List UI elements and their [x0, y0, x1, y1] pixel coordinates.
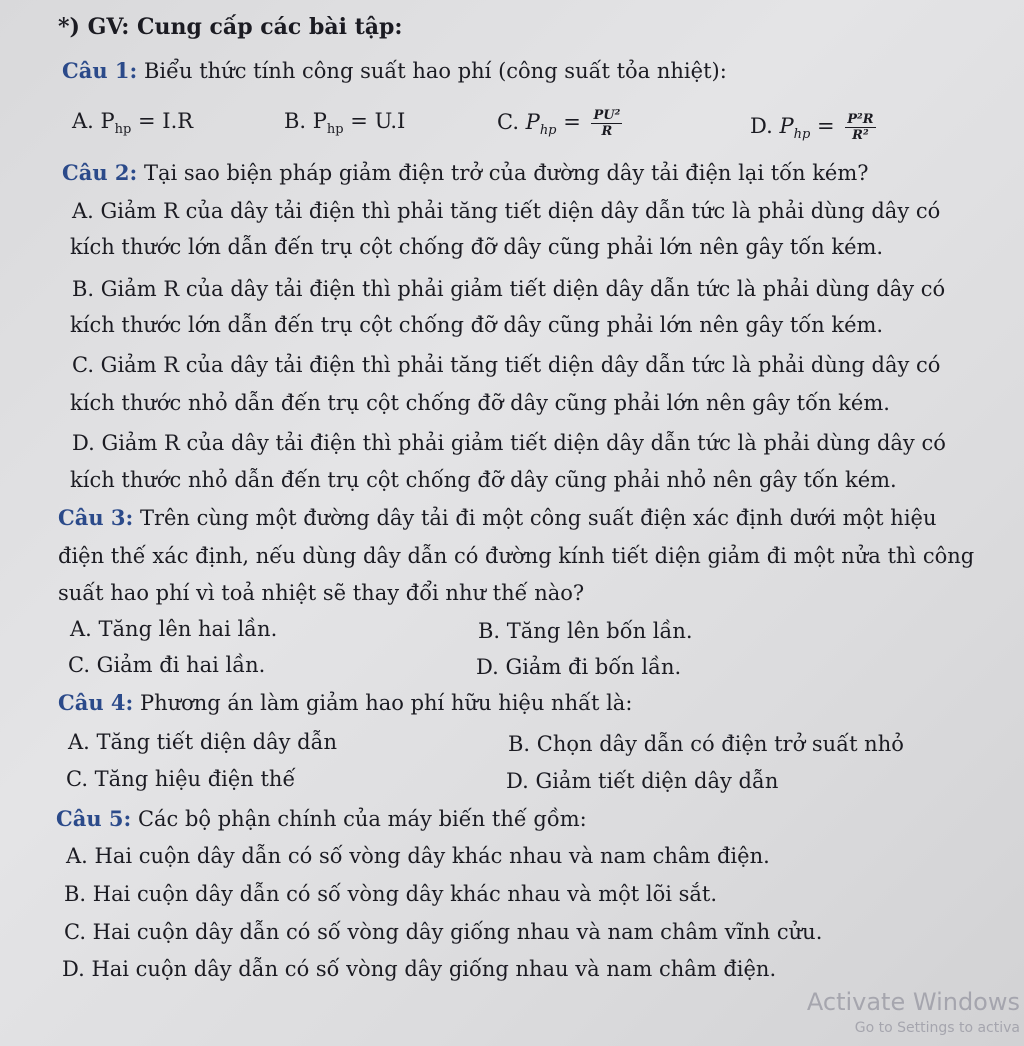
question-1-option-b: [284, 108, 405, 143]
question-3-option-c: C. Giảm đi hai lần.: [68, 653, 266, 677]
question-2-option-c-line-2: kích thước nhỏ dẫn đến trụ cột chống đỡ dây cũng phải lớn nên gây tốn kém.: [70, 391, 890, 415]
option-d-lhs: P: [779, 114, 794, 138]
option-c-fraction: [591, 108, 622, 139]
option-d-denominator: R²: [852, 128, 869, 143]
question-3-text-1: Trên cùng một đường dây tải đi một công suất điện xác định dưới một hiệu: [133, 506, 937, 530]
question-2-text: Tại sao biện pháp giảm điện trở của đường dây tải điện lại tốn kém?: [137, 161, 869, 185]
option-d-subscript: hp: [793, 127, 811, 143]
question-5: [56, 806, 587, 832]
question-4-option-b: B. Chọn dây dẫn có điện trở suất nhỏ: [508, 732, 904, 756]
question-4-option-d: D. Giảm tiết diện dây dẫn: [506, 769, 779, 793]
question-4: [58, 690, 632, 716]
question-1-option-d: [750, 112, 876, 148]
question-3-label: Câu 3:: [58, 505, 134, 530]
question-1-option-a: [72, 108, 193, 143]
activate-windows-watermark: Activate Windows: [806, 988, 1020, 1016]
question-3-option-b: B. Tăng lên bốn lần.: [478, 619, 693, 643]
option-a-rest: = I.R: [131, 109, 194, 133]
question-2-option-b-line-2: kích thước lớn dẫn đến trụ cột chống đỡ dây cũng phải lớn nên gây tốn kém.: [70, 313, 884, 337]
question-4-option-a: A. Tăng tiết diện dây dẫn: [68, 730, 338, 754]
question-2-option-d-line-1: D. Giảm R của dây tải điện thì phải giảm tiết diện dây dẫn tức là phải dùng dây có: [72, 431, 946, 455]
question-5-option-d: D. Hai cuộn dây dẫn có số vòng dây giống nhau và nam châm điện.: [62, 957, 777, 981]
option-a-subscript: hp: [114, 122, 132, 138]
question-4-option-c: C. Tăng hiệu điện thế: [66, 767, 296, 791]
option-c-lhs: P: [525, 110, 540, 134]
question-3-option-a: A. Tăng lên hai lần.: [70, 617, 278, 641]
option-b-prefix: B. P: [284, 109, 327, 133]
question-1-option-c: [497, 108, 622, 144]
question-3-line-3: suất hao phí vì toả nhiệt sẽ thay đổi như thế nào?: [58, 581, 585, 605]
option-c-numerator: PU²: [593, 108, 621, 123]
worksheet-heading: *) GV: Cung cấp các bài tập:: [58, 14, 403, 40]
option-d-fraction: [845, 112, 875, 143]
option-c-prefix: C.: [497, 110, 526, 134]
question-5-option-a: A. Hai cuộn dây dẫn có số vòng dây khác nhau và nam châm điện.: [66, 844, 770, 868]
question-3-line-1: [58, 505, 937, 531]
question-3-option-d: D. Giảm đi bốn lần.: [476, 655, 682, 679]
question-1-text: Biểu thức tính công suất hao phí (công suất tỏa nhiệt):: [137, 59, 727, 83]
question-1: [62, 58, 727, 84]
option-b-subscript: hp: [326, 122, 344, 138]
activate-windows-hint: Go to Settings to activa: [854, 1020, 1020, 1036]
question-5-option-b: B. Hai cuộn dây dẫn có số vòng dây khác nhau và một lõi sắt.: [64, 882, 718, 906]
option-c-denominator: R: [601, 124, 613, 139]
question-4-text: Phương án làm giảm hao phí hữu hiệu nhất là:: [133, 691, 633, 715]
question-5-option-c: C. Hai cuộn dây dẫn có số vòng dây giống nhau và nam châm vĩnh cửu.: [64, 920, 823, 944]
option-d-numerator: P²R: [847, 112, 874, 127]
option-d-prefix: D.: [750, 114, 780, 138]
question-4-label: Câu 4:: [58, 690, 134, 715]
question-2-option-a-line-1: A. Giảm R của dây tải điện thì phải tăng tiết diện dây dẫn tức là phải dùng dây có: [72, 199, 941, 223]
question-2-label: Câu 2:: [62, 160, 138, 185]
option-a-prefix: A. P: [72, 109, 115, 133]
question-2-option-b-line-1: B. Giảm R của dây tải điện thì phải giảm tiết diện dây dẫn tức là phải dùng dây có: [72, 277, 946, 301]
question-5-text: Các bộ phận chính của máy biến thế gồm:: [131, 807, 587, 831]
question-2-option-a-line-2: kích thước lớn dẫn đến trụ cột chống đỡ dây cũng phải lớn nên gây tốn kém.: [70, 235, 884, 259]
option-c-equals: =: [556, 110, 588, 134]
option-d-equals: =: [810, 114, 842, 138]
question-3-line-2: điện thế xác định, nếu dùng dây dẫn có đường kính tiết diện giảm đi một nửa thì công: [58, 544, 975, 568]
question-1-label: Câu 1:: [62, 58, 138, 83]
question-5-label: Câu 5:: [56, 806, 132, 831]
option-b-rest: = U.I: [343, 109, 406, 133]
question-2-option-c-line-1: C. Giảm R của dây tải điện thì phải tăng tiết diện dây dẫn tức là phải dùng dây có: [72, 353, 941, 377]
option-c-subscript: hp: [539, 123, 557, 139]
question-2: [62, 160, 869, 186]
question-2-option-d-line-2: kích thước nhỏ dẫn đến trụ cột chống đỡ dây cũng phải nhỏ nên gây tốn kém.: [70, 468, 897, 492]
